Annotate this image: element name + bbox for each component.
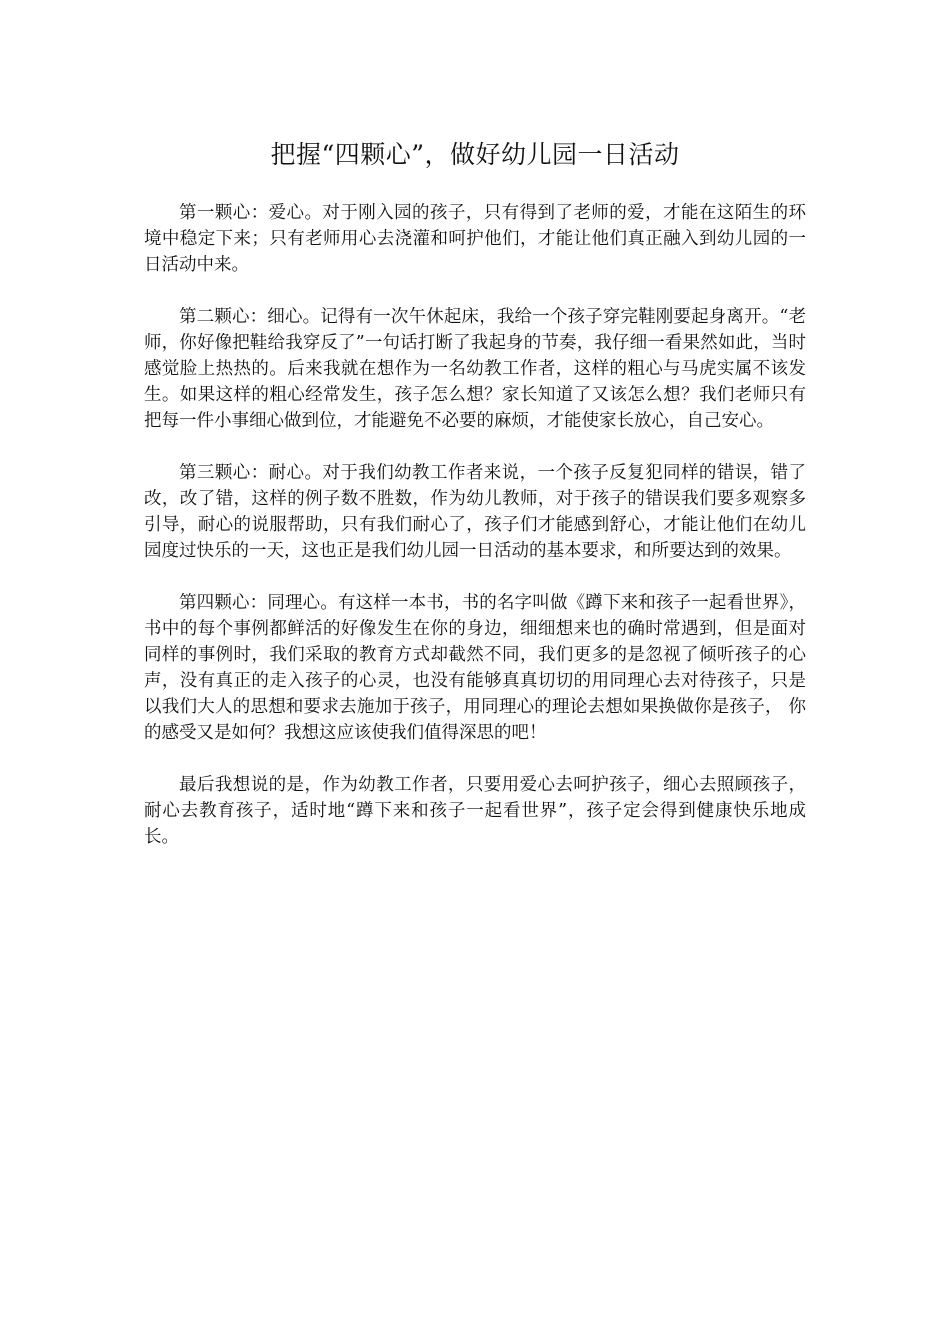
- paragraph-patience: 第三颗心：耐心。对于我们幼教工作者来说，一个孩子反复犯同样的错误，错了改，改了错，这样的例子数不胜数，作为幼儿教师，对于孩子的错误我们要多观察多引导，耐心的说服帮助，只有我们耐心了，孩子们才能感到舒心，才能让他们在幼儿园度过快乐的一天，这也正是我们幼儿园一日活动的基本要求，和所要达到的效果。: [144, 463, 806, 561]
- document-title: 把握“四颗心”，做好幼儿园一日活动: [270, 140, 680, 169]
- paragraph-carefulness: 第二颗心：细心。记得有一次午休起床，我给一个孩子穿完鞋刚要起身离开。“老师，你好像把鞋给我穿反了”一句话打断了我起身的节奏，我仔细一看果然如此，当时感觉脸上热热的。后来我就在想作为一名幼教工作者，这样的粗心与马虎实属不该发生。如果这样的粗心经常发生，孩子怎么想？家长知道了又该怎么想？我们老师只有把每一件小事细心做到位，才能避免不必要的麻烦，才能使家长放心，自己安心。: [144, 307, 806, 431]
- paragraph-love: 第一颗心：爱心。对于刚入园的孩子，只有得到了老师的爱，才能在这陌生的环境中稳定下来；只有老师用心去浇灌和呵护他们，才能让他们真正融入到幼儿园的一日活动中来。: [144, 203, 806, 275]
- paragraph-conclusion: 最后我想说的是，作为幼教工作者，只要用爱心去呵护孩子，细心去照顾孩子，耐心去教育孩子，适时地“蹲下来和孩子一起看世界”，孩子定会得到健康快乐地成长。: [144, 775, 806, 847]
- document-body: [144, 200, 806, 876]
- paragraph-empathy: 第四颗心：同理心。有这样一本书，书的名字叫做《蹲下来和孩子一起看世界》，书中的每个事例都鲜活的好像发生在你的身边，细细想来也的确时常遇到，但是面对同样的事例时，我们采取的教育方式却截然不同，我们更多的是忽视了倾听孩子的心声，没有真正的走入孩子的心灵，也没有能够真真切切的用同理心去对待孩子，只是以我们大人的思想和要求去施加于孩子，用同理心的理论去想如果换做你是孩子， 你的感受又是如何？我想这应该使我们值得深思的吧！: [144, 593, 806, 743]
